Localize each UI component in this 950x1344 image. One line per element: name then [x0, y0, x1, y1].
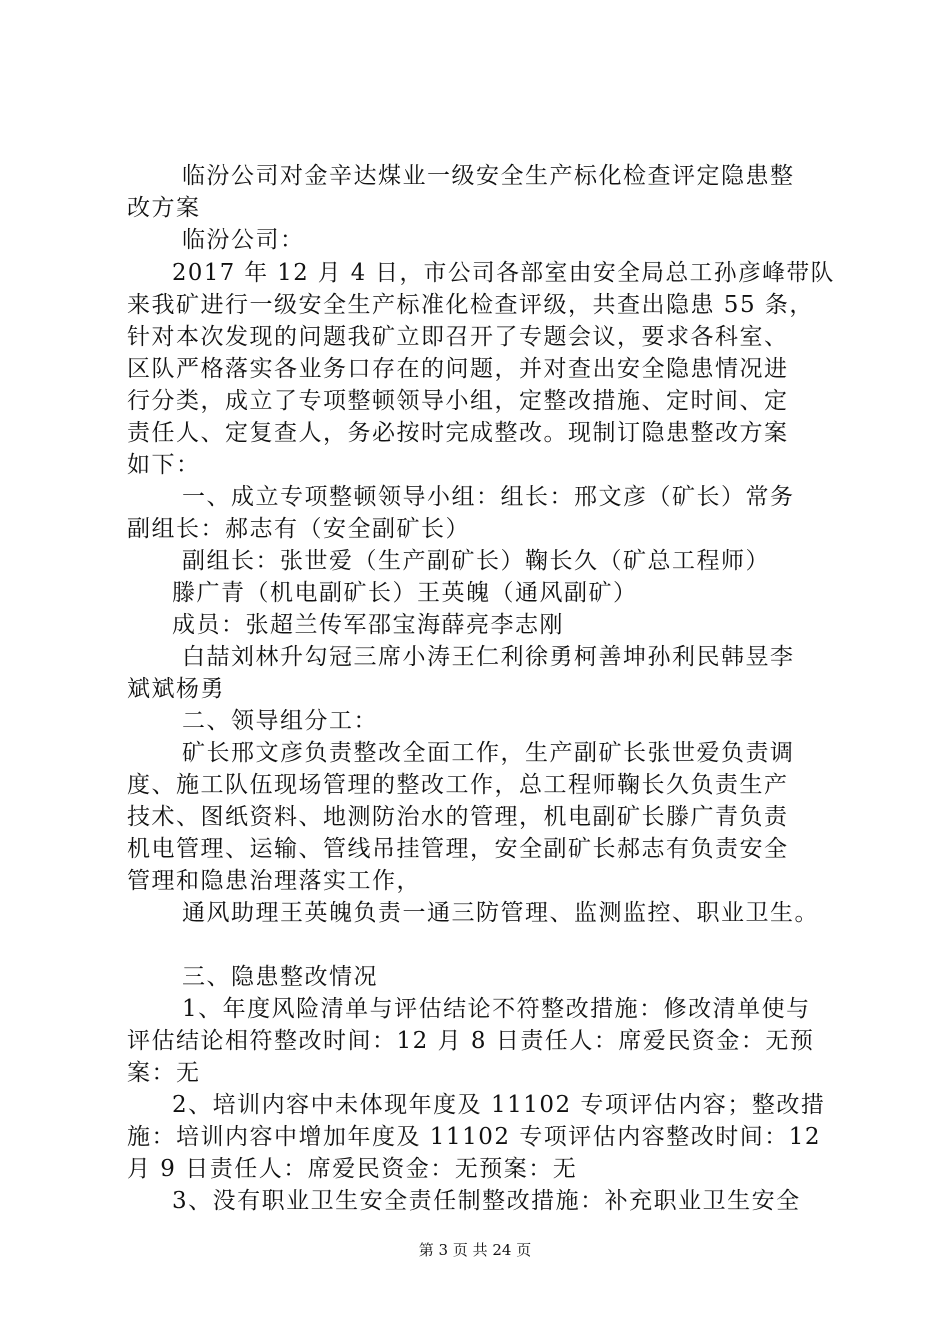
text-line: 临汾公司：: [182, 227, 305, 253]
text-line: 案：无: [127, 1060, 201, 1086]
text-line: 矿长邢文彦负责整改全面工作，生产副矿长张世爱负责调: [182, 740, 795, 766]
text-line: 度、施工队伍现场管理的整改工作，总工程师鞠长久负责生产: [127, 772, 789, 798]
text-line: 1、年度风险清单与评估结论不符整改措施：修改清单使与: [182, 996, 811, 1022]
text-line: 副组长：郝志有（安全副矿长）: [127, 516, 470, 542]
text-line: 斌斌杨勇: [127, 676, 225, 702]
text-line: 改方案: [127, 195, 201, 221]
text-line: 机电管理、运输、管线吊挂管理，安全副矿长郝志有负责安全: [127, 836, 789, 862]
text-line: 3、没有职业卫生安全责任制整改措施：补充职业卫生安全: [172, 1188, 801, 1214]
text-line: 技术、图纸资料、地测防治水的管理，机电副矿长滕广青负责: [127, 804, 789, 830]
text-line: 副组长：张世爱（生产副矿长）鞠长久（矿总工程师）: [182, 548, 770, 574]
text-line: 施：培训内容中增加年度及 11102 专项评估内容整改时间：12: [127, 1124, 822, 1150]
text-line: 成员：张超兰传军邵宝海薛亮李志刚: [172, 612, 564, 638]
text-line: 责任人、定复查人，务必按时完成整改。现制订隐患整改方案: [127, 420, 789, 446]
text-line: 通风助理王英魄负责一通三防管理、监测监控、职业卫生。: [182, 900, 819, 926]
text-line: 管理和隐患治理落实工作，: [127, 868, 421, 894]
page-footer: 第 3 页 共 24 页: [418, 1241, 532, 1259]
text-line: 白喆刘林升勾冠三席小涛王仁利徐勇柯善坤孙利民韩昱李: [182, 644, 795, 670]
text-line: 滕广青（机电副矿长）王英魄（通风副矿）: [172, 580, 638, 606]
text-line: 三、隐患整改情况: [182, 964, 378, 990]
text-line: 区队严格落实各业务口存在的问题，并对查出安全隐患情况进: [127, 356, 789, 382]
text-line: 二、领导组分工：: [182, 708, 378, 734]
text-line: 来我矿进行一级安全生产标准化检查评级，共查出隐患 55 条，: [127, 292, 814, 318]
text-line: 针对本次发现的问题我矿立即召开了专题会议，要求各科室、: [127, 324, 789, 350]
text-line: 一、成立专项整顿领导小组：组长：邢文彦（矿长）常务: [182, 484, 795, 510]
text-line: 行分类，成立了专项整顿领导小组，定整改措施、定时间、定: [127, 388, 789, 414]
text-line: 2、培训内容中未体现年度及 11102 专项评估内容；整改措: [172, 1092, 826, 1118]
text-line: 月 9 日责任人：席爱民资金：无预案：无: [127, 1156, 578, 1182]
text-line: 如下：: [127, 452, 201, 478]
text-line: 评估结论相符整改时间：12 月 8 日责任人：席爱民资金：无预: [127, 1028, 815, 1054]
text-line: 2017 年 12 月 4 日，市公司各部室由安全局总工孙彦峰带队: [172, 260, 835, 286]
text-line: 临汾公司对金辛达煤业一级安全生产标化检查评定隐患整: [182, 163, 795, 189]
